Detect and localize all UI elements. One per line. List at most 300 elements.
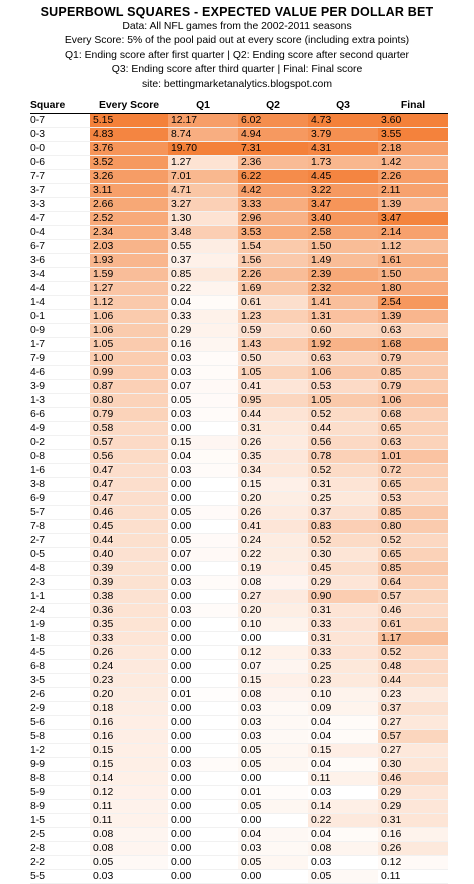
square-label: 7-7 [30,170,90,184]
cell-every-score: 0.03 [90,870,168,884]
cell-q1: 0.05 [168,534,238,548]
cell-q3: 0.05 [308,870,378,884]
cell-q1: 0.00 [168,744,238,758]
table-row [30,842,448,856]
cell-final: 2.14 [378,226,448,240]
cell-every-score: 1.06 [90,310,168,324]
square-label: 4-8 [30,562,90,576]
cell-q2: 0.20 [238,492,308,506]
table-row [30,142,448,156]
cell-q2: 0.03 [238,702,308,716]
table-row [30,856,448,870]
square-label: 0-2 [30,436,90,450]
table-row [30,800,448,814]
cell-q1: 0.16 [168,338,238,352]
cell-q2: 1.69 [238,282,308,296]
table-row [30,408,448,422]
cell-every-score: 0.16 [90,730,168,744]
cell-every-score: 0.57 [90,436,168,450]
cell-final: 0.31 [378,814,448,828]
cell-final: 0.57 [378,590,448,604]
cell-every-score: 4.83 [90,128,168,142]
cell-q3: 2.32 [308,282,378,296]
cell-every-score: 0.24 [90,660,168,674]
cell-final: 0.46 [378,772,448,786]
cell-q3: 0.63 [308,352,378,366]
cell-q1: 0.03 [168,576,238,590]
table-row [30,674,448,688]
cell-final: 0.16 [378,828,448,842]
square-label: 0-6 [30,156,90,170]
cell-every-score: 0.87 [90,380,168,394]
cell-q3: 0.29 [308,576,378,590]
table-row [30,226,448,240]
cell-every-score: 0.40 [90,548,168,562]
cell-final: 0.46 [378,604,448,618]
cell-q2: 1.05 [238,366,308,380]
cell-final: 1.01 [378,450,448,464]
cell-q3: 0.52 [308,534,378,548]
cell-q3: 3.79 [308,128,378,142]
square-label: 0-0 [30,142,90,156]
cell-q1: 0.00 [168,800,238,814]
square-label: 2-7 [30,534,90,548]
square-label: 1-1 [30,590,90,604]
cell-every-score: 0.08 [90,842,168,856]
table-row [30,380,448,394]
square-label: 1-5 [30,814,90,828]
cell-q1: 0.00 [168,646,238,660]
cell-q3: 1.05 [308,394,378,408]
square-label: 2-4 [30,604,90,618]
cell-q1: 0.01 [168,688,238,702]
table-row [30,548,448,562]
square-label: 3-9 [30,380,90,394]
column-header-square: Square [30,97,90,114]
cell-final: 0.11 [378,870,448,884]
cell-q3: 0.52 [308,408,378,422]
cell-final: 0.44 [378,674,448,688]
cell-q1: 0.00 [168,870,238,884]
cell-every-score: 0.99 [90,366,168,380]
cell-q2: 2.96 [238,212,308,226]
cell-q1: 0.05 [168,394,238,408]
table-row [30,716,448,730]
cell-final: 0.27 [378,744,448,758]
cell-every-score: 0.16 [90,716,168,730]
table-row [30,772,448,786]
cell-q3: 0.23 [308,674,378,688]
cell-q2: 0.61 [238,296,308,310]
square-label: 5-6 [30,716,90,730]
cell-q3: 0.30 [308,548,378,562]
cell-q3: 0.37 [308,506,378,520]
cell-every-score: 2.66 [90,198,168,212]
cell-every-score: 0.11 [90,800,168,814]
cell-final: 0.85 [378,562,448,576]
cell-q1: 0.33 [168,310,238,324]
square-label: 1-3 [30,394,90,408]
cell-final: 3.55 [378,128,448,142]
cell-every-score: 2.34 [90,226,168,240]
square-label: 2-3 [30,576,90,590]
cell-q1: 3.48 [168,226,238,240]
cell-q3: 0.08 [308,842,378,856]
cell-final: 1.50 [378,268,448,282]
square-label: 5-7 [30,506,90,520]
table-row [30,506,448,520]
cell-q1: 1.27 [168,156,238,170]
cell-every-score: 0.12 [90,786,168,800]
cell-q1: 0.00 [168,660,238,674]
cell-q2: 0.05 [238,744,308,758]
cell-every-score: 0.44 [90,534,168,548]
cell-q1: 0.00 [168,562,238,576]
cell-every-score: 0.08 [90,828,168,842]
table-row [30,520,448,534]
heatmap-table [30,97,448,884]
cell-q1: 0.00 [168,828,238,842]
subtitle-line-3: Q1: Ending score after first quarter | Q2: Ending score after second quarter [64,49,410,61]
cell-q2: 0.44 [238,408,308,422]
table-row [30,618,448,632]
subtitle-line-1: Data: All NFL games from the 2002-2011 seasons [122,21,352,32]
cell-final: 0.65 [378,422,448,436]
table-row [30,156,448,170]
cell-q2: 2.36 [238,156,308,170]
square-label: 2-2 [30,856,90,870]
cell-final: 0.63 [378,436,448,450]
cell-q2: 0.31 [238,422,308,436]
cell-q3: 0.44 [308,422,378,436]
cell-q2: 6.22 [238,170,308,184]
table-row [30,632,448,646]
cell-every-score: 1.00 [90,352,168,366]
cell-final: 1.17 [378,632,448,646]
table-row [30,198,448,212]
cell-every-score: 0.35 [90,618,168,632]
cell-every-score: 0.18 [90,702,168,716]
cell-q3: 2.58 [308,226,378,240]
table-row [30,758,448,772]
square-label: 2-9 [30,702,90,716]
cell-q2: 0.00 [238,814,308,828]
cell-q2: 0.08 [238,576,308,590]
cell-every-score: 2.03 [90,240,168,254]
table-row [30,324,448,338]
square-label: 4-4 [30,282,90,296]
cell-q1: 0.00 [168,730,238,744]
column-header-every-score: Every Score [90,97,168,114]
cell-q3: 0.45 [308,562,378,576]
cell-q1: 0.00 [168,786,238,800]
subtitle-line-2: Every Score: 5% of the pool paid out at every score (including extra points) [64,35,410,47]
cell-q2: 0.08 [238,688,308,702]
cell-q3: 0.14 [308,800,378,814]
square-label: 6-9 [30,492,90,506]
column-header-q3: Q3 [308,97,378,114]
table-row [30,688,448,702]
cell-q2: 0.00 [238,772,308,786]
cell-q1: 12.17 [168,114,238,128]
square-label: 3-4 [30,268,90,282]
cell-q2: 1.43 [238,338,308,352]
cell-q1: 0.00 [168,702,238,716]
cell-q3: 2.39 [308,268,378,282]
cell-final: 0.27 [378,716,448,730]
cell-q2: 0.22 [238,548,308,562]
cell-q2: 0.26 [238,436,308,450]
cell-q1: 0.00 [168,478,238,492]
cell-final: 0.37 [378,702,448,716]
cell-every-score: 0.23 [90,674,168,688]
table-row [30,310,448,324]
cell-q1: 0.00 [168,618,238,632]
header [0,0,474,92]
table-row [30,730,448,744]
cell-q2: 3.33 [238,198,308,212]
square-label: 5-5 [30,870,90,884]
cell-every-score: 0.79 [90,408,168,422]
cell-every-score: 1.59 [90,268,168,282]
square-label: 0-8 [30,450,90,464]
square-label: 1-2 [30,744,90,758]
cell-every-score: 0.47 [90,492,168,506]
table-row [30,366,448,380]
table-row [30,590,448,604]
cell-q1: 0.15 [168,436,238,450]
cell-final: 0.80 [378,520,448,534]
cell-every-score: 3.52 [90,156,168,170]
cell-every-score: 0.36 [90,604,168,618]
cell-final: 3.60 [378,114,448,128]
cell-q1: 1.30 [168,212,238,226]
cell-q3: 0.90 [308,590,378,604]
table-row [30,492,448,506]
square-label: 9-9 [30,758,90,772]
cell-q2: 0.07 [238,660,308,674]
table-row [30,450,448,464]
table-body [30,114,448,884]
cell-final: 0.63 [378,324,448,338]
square-label: 4-9 [30,422,90,436]
cell-q1: 0.07 [168,548,238,562]
cell-q1: 0.03 [168,366,238,380]
cell-every-score: 0.20 [90,688,168,702]
cell-final: 1.39 [378,198,448,212]
subtitle-line-4: Q3: Ending score after third quarter | Final: Final score [111,64,363,76]
square-label: 3-5 [30,674,90,688]
table-row [30,254,448,268]
cell-q1: 0.37 [168,254,238,268]
square-label: 6-8 [30,660,90,674]
cell-q3: 0.60 [308,324,378,338]
square-label: 2-5 [30,828,90,842]
cell-final: 1.80 [378,282,448,296]
table-row [30,212,448,226]
square-label: 1-7 [30,338,90,352]
cell-every-score: 0.45 [90,520,168,534]
cell-final: 0.29 [378,786,448,800]
cell-q2: 0.41 [238,520,308,534]
cell-q2: 0.12 [238,646,308,660]
cell-q3: 0.22 [308,814,378,828]
cell-q2: 0.03 [238,730,308,744]
cell-q2: 0.00 [238,870,308,884]
cell-q2: 1.23 [238,310,308,324]
cell-q2: 0.05 [238,800,308,814]
table-row [30,786,448,800]
square-label: 0-1 [30,310,90,324]
cell-q3: 4.73 [308,114,378,128]
table-row [30,184,448,198]
cell-q2: 0.34 [238,464,308,478]
square-label: 0-9 [30,324,90,338]
cell-q1: 0.29 [168,324,238,338]
cell-final: 0.64 [378,576,448,590]
cell-final: 0.57 [378,730,448,744]
square-label: 4-7 [30,212,90,226]
table-row [30,170,448,184]
cell-every-score: 1.06 [90,324,168,338]
cell-q1: 8.74 [168,128,238,142]
cell-q1: 0.55 [168,240,238,254]
cell-q2: 0.50 [238,352,308,366]
cell-q1: 0.00 [168,590,238,604]
cell-q2: 7.31 [238,142,308,156]
cell-every-score: 0.05 [90,856,168,870]
cell-q3: 0.04 [308,828,378,842]
cell-q1: 0.22 [168,282,238,296]
cell-final: 0.61 [378,618,448,632]
cell-every-score: 0.80 [90,394,168,408]
table-row [30,128,448,142]
cell-q1: 0.00 [168,856,238,870]
cell-every-score: 0.56 [90,450,168,464]
cell-final: 0.48 [378,660,448,674]
cell-q2: 0.41 [238,380,308,394]
table-row [30,604,448,618]
cell-final: 0.30 [378,758,448,772]
cell-q3: 0.33 [308,618,378,632]
square-label: 7-8 [30,520,90,534]
cell-q2: 0.15 [238,478,308,492]
table-row [30,870,448,884]
column-header-final: Final [378,97,448,114]
table-row [30,534,448,548]
cell-q2: 4.42 [238,184,308,198]
cell-q3: 0.52 [308,464,378,478]
cell-q1: 0.00 [168,520,238,534]
cell-every-score: 0.33 [90,632,168,646]
cell-final: 0.72 [378,464,448,478]
cell-q2: 0.05 [238,758,308,772]
cell-every-score: 0.47 [90,478,168,492]
cell-every-score: 0.58 [90,422,168,436]
header-row [30,97,448,114]
table-row [30,436,448,450]
chart-title: SUPERBOWL SQUARES - EXPECTED VALUE PER DOLLAR BET [40,5,434,19]
cell-q2: 0.04 [238,828,308,842]
subtitle-line-5: site: bettingmarketanalytics.blogspot.com [141,78,332,90]
table-row [30,268,448,282]
cell-q2: 1.56 [238,254,308,268]
table-row [30,394,448,408]
cell-q2: 6.02 [238,114,308,128]
table-row [30,422,448,436]
cell-q3: 1.31 [308,310,378,324]
cell-final: 1.68 [378,338,448,352]
cell-q1: 0.04 [168,296,238,310]
cell-q3: 0.04 [308,730,378,744]
column-header-q1: Q1 [168,97,238,114]
table-row [30,338,448,352]
cell-every-score: 3.76 [90,142,168,156]
square-label: 0-3 [30,128,90,142]
cell-every-score: 0.26 [90,646,168,660]
cell-q3: 0.03 [308,786,378,800]
cell-q1: 0.00 [168,632,238,646]
cell-q3: 1.06 [308,366,378,380]
cell-final: 0.26 [378,842,448,856]
cell-every-score: 0.14 [90,772,168,786]
table-row [30,576,448,590]
cell-q3: 1.49 [308,254,378,268]
cell-final: 0.53 [378,492,448,506]
cell-final: 1.06 [378,394,448,408]
cell-final: 2.11 [378,184,448,198]
cell-every-score: 1.12 [90,296,168,310]
cell-q3: 0.03 [308,856,378,870]
cell-every-score: 0.15 [90,758,168,772]
cell-q2: 0.27 [238,590,308,604]
cell-final: 2.54 [378,296,448,310]
cell-q3: 0.33 [308,646,378,660]
cell-q1: 0.00 [168,422,238,436]
cell-q1: 0.03 [168,464,238,478]
cell-q2: 4.94 [238,128,308,142]
cell-q3: 1.41 [308,296,378,310]
cell-final: 0.85 [378,366,448,380]
cell-final: 1.39 [378,310,448,324]
square-label: 6-6 [30,408,90,422]
table-row [30,296,448,310]
cell-final: 0.68 [378,408,448,422]
square-label: 1-8 [30,632,90,646]
square-label: 7-9 [30,352,90,366]
table-row [30,744,448,758]
table-row [30,562,448,576]
cell-q2: 0.20 [238,604,308,618]
table-row [30,240,448,254]
cell-q2: 0.26 [238,506,308,520]
table-row [30,702,448,716]
cell-final: 0.52 [378,646,448,660]
cell-final: 0.85 [378,506,448,520]
cell-q1: 0.85 [168,268,238,282]
table-row [30,282,448,296]
cell-final: 0.65 [378,548,448,562]
cell-final: 1.61 [378,254,448,268]
cell-every-score: 0.39 [90,562,168,576]
cell-q3: 3.47 [308,198,378,212]
cell-final: 2.18 [378,142,448,156]
table-row [30,660,448,674]
table-row [30,352,448,366]
table-row [30,114,448,128]
cell-q1: 0.04 [168,450,238,464]
table-row [30,828,448,842]
